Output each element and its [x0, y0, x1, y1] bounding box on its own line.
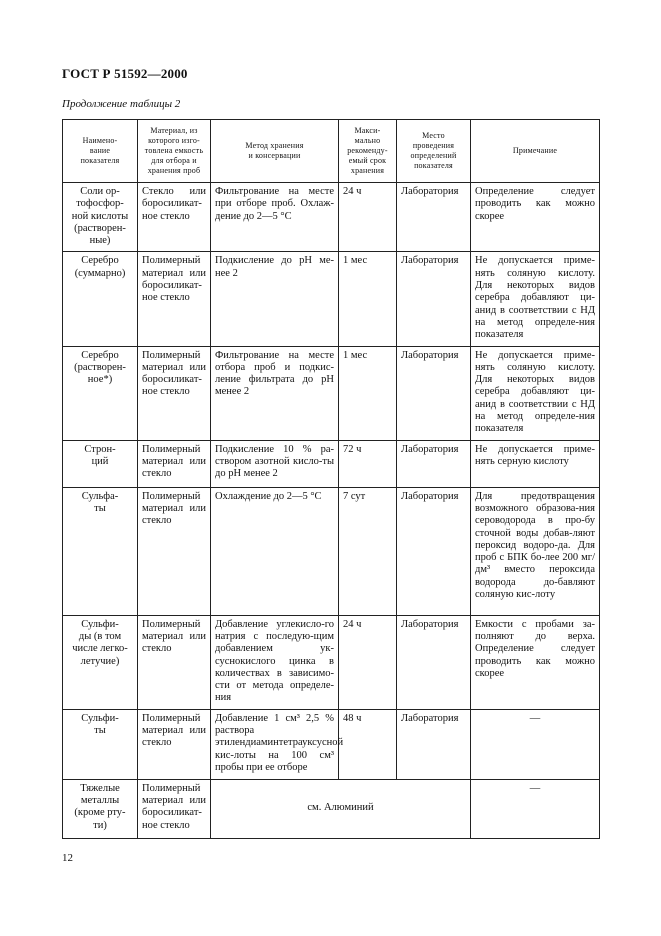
- cell-container-material: Полимерный материал или стекло: [138, 709, 211, 779]
- table-row: [63, 779, 600, 838]
- cell-storage-method: Фильтрование на месте отбора проб и подкис-ление фильтрата до рН менее 2: [211, 346, 339, 440]
- cell-container-material: Полимерный материал или стекло: [138, 487, 211, 615]
- cell-indicator-name: Сульфи- ты: [63, 709, 138, 779]
- cell-determination-place: Лаборатория: [397, 346, 471, 440]
- header-max-storage-term: Макси- мально рекоменду- емый срок хранения: [339, 120, 397, 183]
- cell-max-storage-term: 24 ч: [339, 183, 397, 252]
- cell-indicator-name: Соли ор- тофосфор- ной кислоты (растворен- ные): [63, 183, 138, 252]
- cell-indicator-name: Серебро (суммарно): [63, 252, 138, 346]
- cell-indicator-name: Строн- ций: [63, 440, 138, 487]
- cell-container-material: Полимерный материал или боросиликат-ное стекло: [138, 346, 211, 440]
- page-number: 12: [62, 852, 73, 864]
- cell-note: Не допускается приме-нять серную кислоту: [471, 440, 600, 487]
- table-header-row: [63, 120, 600, 183]
- table-row: [63, 183, 600, 252]
- cell-determination-place: Лаборатория: [397, 615, 471, 709]
- cell-max-storage-term: 24 ч: [339, 615, 397, 709]
- storage-methods-table: [62, 119, 600, 839]
- cell-storage-method: Добавление 1 см³ 2,5 % раствора этилендиаминтетрауксусной кис-лоты на 100 см³ пробы при ее отборе: [211, 709, 339, 779]
- cell-max-storage-term: 48 ч: [339, 709, 397, 779]
- table-row: [63, 346, 600, 440]
- table-row: [63, 487, 600, 615]
- cell-determination-place: Лаборатория: [397, 440, 471, 487]
- cell-max-storage-term: 1 мес: [339, 252, 397, 346]
- cell-determination-place: Лаборатория: [397, 487, 471, 615]
- header-storage-method: Метод хранения и консервации: [211, 120, 339, 183]
- header-determination-place: Место проведения определений показателя: [397, 120, 471, 183]
- cell-container-material: Полимерный материал или боросиликат-ное стекло: [138, 252, 211, 346]
- cell-max-storage-term: 1 мес: [339, 346, 397, 440]
- cell-note: —: [471, 709, 600, 779]
- cell-container-material: Стекло или боросиликат-ное стекло: [138, 183, 211, 252]
- table-row: [63, 709, 600, 779]
- cell-indicator-name: Серебро (растворен- ное*): [63, 346, 138, 440]
- cell-storage-method: Подкисление до рН ме-нее 2: [211, 252, 339, 346]
- cell-container-material: Полимерный материал или боросиликат-ное стекло: [138, 779, 211, 838]
- cell-determination-place: Лаборатория: [397, 252, 471, 346]
- document-title: ГОСТ Р 51592—2000: [62, 66, 188, 81]
- cell-container-material: Полимерный материал или стекло: [138, 440, 211, 487]
- cell-indicator-name: Тяжелые металлы (кроме рту- ти): [63, 779, 138, 838]
- cell-note: Не допускается приме-нять соляную кислоту. Для некоторых видов серебра добавляют ци-анид в соответствии с НД на метод определе-ния показателя: [471, 252, 600, 346]
- cell-determination-place: Лаборатория: [397, 183, 471, 252]
- cell-determination-place: Лаборатория: [397, 709, 471, 779]
- table-row: [63, 440, 600, 487]
- cell-merged-reference: см. Алюминий: [211, 779, 471, 838]
- table-row: [63, 252, 600, 346]
- cell-note: Определение следует проводить как можно скорее: [471, 183, 600, 252]
- cell-indicator-name: Сульфи- ды (в том числе легко- летучие): [63, 615, 138, 709]
- table-continuation-caption: Продолжение таблицы 2: [62, 98, 181, 110]
- header-note: Примечание: [471, 120, 600, 183]
- table-row: [63, 615, 600, 709]
- header-container-material: Материал, из которого изго- товлена емкость для отбора и хранения проб: [138, 120, 211, 183]
- cell-storage-method: Охлаждение до 2—5 °С: [211, 487, 339, 615]
- cell-indicator-name: Сульфа- ты: [63, 487, 138, 615]
- cell-storage-method: Подкисление 10 % ра-створом азотной кисло-ты до рН менее 2: [211, 440, 339, 487]
- cell-note: Не допускается приме-нять соляную кислоту. Для некоторых видов серебра добавляют ци-анид в соответствии с НД на метод определе-ния показателя: [471, 346, 600, 440]
- header-indicator-name: Наимено- вание показателя: [63, 120, 138, 183]
- cell-container-material: Полимерный материал или стекло: [138, 615, 211, 709]
- cell-note: —: [471, 779, 600, 838]
- cell-storage-method: Фильтрование на месте при отборе проб. Охлаж-дение до 2—5 °С: [211, 183, 339, 252]
- cell-storage-method: Добавление углекисло-го натрия с последую-щим добавлением ук-суснокислого цинка в количествах в зависимо-сти от метода определе-ния: [211, 615, 339, 709]
- cell-max-storage-term: 72 ч: [339, 440, 397, 487]
- cell-max-storage-term: 7 сут: [339, 487, 397, 615]
- cell-note: Для предотвращения возможного образова-ния сероводорода в про-бу сточной воды добав-ляют пероксид водоро-да. Для проб с БПК бо-лее 200 мг/дм³ вместо пероксида водорода до-бавляют соляную кис-лоту: [471, 487, 600, 615]
- cell-note: Емкости с пробами за-полняют до верха. Определение следует проводить как можно скорее: [471, 615, 600, 709]
